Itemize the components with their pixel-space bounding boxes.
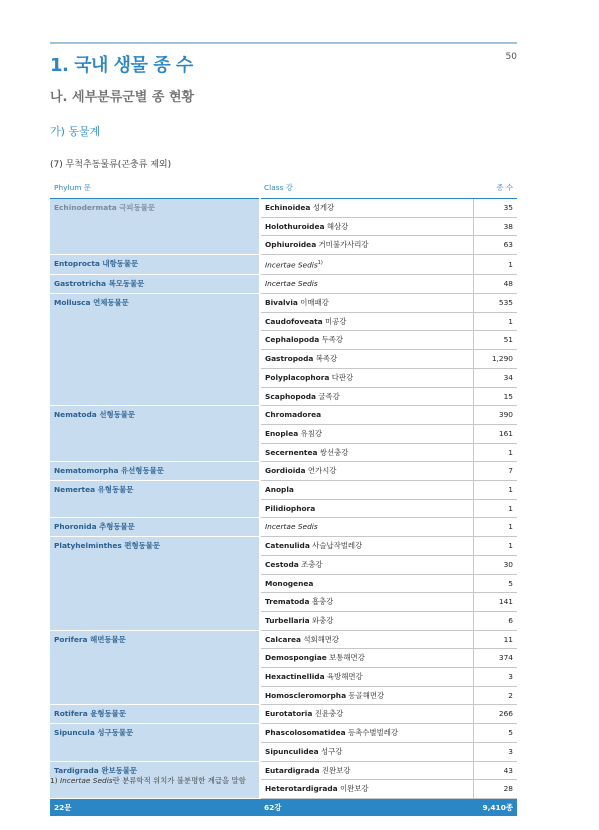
count-cell: 266: [473, 705, 517, 724]
table-body: [50, 199, 517, 816]
phylum-cell: Gastrotricha 복모동물문: [50, 275, 260, 294]
class-korean-name: 동골해면강: [346, 690, 385, 700]
class-latin-name: Trematoda: [265, 597, 310, 607]
class-korean-name: 진완보강: [319, 765, 351, 775]
class-cell: [260, 293, 473, 312]
footnote: [50, 775, 246, 786]
class-latin-name: Calcarea: [265, 634, 301, 644]
phylum-cell: Phoronida 추형동물문: [50, 518, 260, 537]
table-row: [50, 199, 517, 218]
table-row: [50, 293, 517, 312]
page-number: 50: [505, 52, 517, 62]
class-latin-name: Incertae Sedis: [265, 279, 318, 289]
class-korean-name: 굴족강: [315, 391, 340, 401]
count-cell: 7: [473, 462, 517, 481]
table-caption: (7) 무척추동물류(곤충류 제외): [50, 160, 172, 170]
total-row: [50, 798, 517, 816]
count-cell: 1: [473, 312, 517, 331]
class-cell: [260, 499, 473, 518]
table-row: [50, 255, 517, 275]
class-latin-name: Scaphopoda: [265, 391, 316, 401]
class-cell: [260, 443, 473, 462]
class-cell: [260, 275, 473, 294]
class-cell: [260, 368, 473, 387]
header-class: Class 강: [260, 178, 473, 199]
class-cell: [260, 199, 473, 218]
class-cell: [260, 424, 473, 443]
table-row: [50, 518, 517, 537]
species-table: [50, 178, 517, 816]
class-korean-name: 진윤충강: [312, 709, 344, 719]
table-row: [50, 724, 517, 743]
class-cell: [260, 630, 473, 649]
count-cell: 161: [473, 424, 517, 443]
class-korean-name: 성게강: [310, 203, 335, 212]
footnote-marker: 1): [317, 260, 323, 267]
count-cell: 11: [473, 630, 517, 649]
class-korean-name: 육방해면강: [324, 672, 363, 682]
class-korean-name: 석회해면강: [300, 634, 340, 644]
table-row: [50, 630, 517, 649]
class-latin-name: Eutardigrada: [265, 765, 320, 775]
table-row: [50, 481, 517, 500]
class-cell: [260, 761, 473, 780]
count-cell: 3: [473, 742, 517, 761]
class-latin-name: Anopla: [265, 485, 294, 495]
class-cell: [260, 462, 473, 481]
class-korean-name: 보통해면강: [326, 653, 365, 663]
count-cell: 390: [473, 406, 517, 425]
class-korean-name: 이매패강: [297, 297, 329, 307]
class-korean-name: 성구강: [318, 746, 343, 756]
count-cell: 38: [473, 217, 517, 236]
header-count: 종 수: [473, 178, 517, 199]
class-cell: [260, 406, 473, 425]
count-cell: 374: [473, 649, 517, 668]
count-cell: 1: [473, 481, 517, 500]
class-latin-name: Caudofoveata: [265, 316, 323, 326]
class-latin-name: Holothuroidea: [265, 221, 325, 231]
class-cell: [260, 593, 473, 612]
class-latin-name: Heterotardigrada: [265, 784, 338, 794]
class-latin-name: Catenulida: [265, 541, 310, 551]
count-cell: 35: [473, 199, 517, 218]
count-cell: 3: [473, 668, 517, 687]
footnote-text: 란 분류학적 위치가 불분명한 계급을 말함: [112, 776, 246, 785]
footnote-number: 1): [50, 776, 58, 785]
class-cell: [260, 649, 473, 668]
count-cell: 5: [473, 574, 517, 593]
class-korean-name: 복족강: [313, 354, 338, 364]
class-cell: [260, 686, 473, 705]
count-cell: 535: [473, 293, 517, 312]
phylum-cell: Echinodermata 극피동물문: [50, 199, 260, 255]
phylum-cell: Nematoda 선형동물문: [50, 406, 260, 462]
class-latin-name: Cephalopoda: [265, 335, 320, 345]
phylum-cell: Nemertea 유형동물문: [50, 481, 260, 518]
count-cell: 63: [473, 236, 517, 255]
class-cell: [260, 705, 473, 724]
class-latin-name: Cestoda: [265, 559, 299, 569]
class-latin-name: Gordioida: [265, 466, 306, 476]
count-cell: 5: [473, 724, 517, 743]
class-korean-name: 흡충강: [309, 597, 334, 607]
class-latin-name: Demospongiae: [265, 653, 327, 663]
class-korean-name: 조충강: [298, 559, 323, 569]
count-cell: 1: [473, 255, 517, 275]
count-cell: 1: [473, 443, 517, 462]
class-cell: [260, 724, 473, 743]
phylum-cell: Entoprocta 내항동물문: [50, 255, 260, 275]
phylum-cell: Platyhelminthes 편형동물문: [50, 537, 260, 631]
class-latin-name: Incertae Sedis: [265, 522, 318, 532]
class-korean-name: 쌍선충강: [317, 447, 349, 457]
class-korean-name: 연가시강: [305, 466, 337, 476]
class-korean-name: 사슬납작벌레강: [309, 541, 363, 551]
class-cell: [260, 331, 473, 350]
heading-2: 나. 세부분류군별 종 현황: [50, 90, 195, 105]
class-korean-name: 거미불가사리강: [316, 240, 369, 250]
class-cell: [260, 555, 473, 574]
class-cell: [260, 481, 473, 500]
class-korean-name: 등촉수별벌레강: [345, 728, 398, 738]
class-latin-name: Echinoidea: [265, 203, 311, 212]
class-latin-name: Monogenea: [265, 578, 314, 588]
class-cell: [260, 217, 473, 236]
class-latin-name: Gastropoda: [265, 354, 314, 364]
total-phylum: 22문: [50, 798, 260, 816]
class-latin-name: Secernentea: [265, 447, 318, 457]
phylum-cell: Porifera 해면동물문: [50, 630, 260, 705]
heading-3: 가) 동물계: [50, 125, 101, 138]
phylum-cell: Rotifera 윤형동물문: [50, 705, 260, 724]
class-korean-name: 다판강: [329, 372, 354, 382]
class-korean-name: 유침강: [298, 428, 322, 438]
class-latin-name: Homoscleromorpha: [265, 690, 347, 700]
class-korean-name: 이완보강: [337, 784, 369, 794]
class-cell: [260, 668, 473, 687]
heading-1: 1. 국내 생물 종 수: [50, 55, 193, 76]
phylum-cell: Sipuncula 성구동물문: [50, 724, 260, 761]
class-latin-name: Sipunculidea: [265, 746, 319, 756]
class-cell: [260, 350, 473, 369]
class-korean-name: 해삼강: [324, 221, 349, 231]
total-count: 9,410종: [473, 798, 517, 816]
class-latin-name: Phascolosomatidea: [265, 728, 346, 738]
class-latin-name: Pilidiophora: [265, 503, 316, 513]
class-latin-name: Eurotatoria: [265, 709, 313, 719]
count-cell: 1: [473, 518, 517, 537]
count-cell: 34: [473, 368, 517, 387]
class-latin-name: Bivalvia: [265, 297, 298, 307]
count-cell: 48: [473, 275, 517, 294]
count-cell: 15: [473, 387, 517, 406]
class-latin-name: Enoplea: [265, 428, 299, 438]
table-row: [50, 462, 517, 481]
top-rule: [50, 42, 517, 44]
phylum-cell: Mollusca 연체동물문: [50, 293, 260, 405]
count-cell: 51: [473, 331, 517, 350]
class-korean-name: 두족강: [319, 335, 344, 345]
class-latin-name: Hexactinellida: [265, 672, 325, 682]
class-korean-name: 미공강: [322, 316, 347, 326]
count-cell: 43: [473, 761, 517, 780]
count-cell: 6: [473, 611, 517, 630]
phylum-cell: Tardigrada 완보동물문: [50, 761, 260, 798]
count-cell: 141: [473, 593, 517, 612]
class-cell: [260, 387, 473, 406]
count-cell: 1: [473, 499, 517, 518]
class-latin-name: Turbellaria: [265, 615, 310, 625]
count-cell: 1: [473, 537, 517, 556]
table-header-row: [50, 178, 517, 199]
total-class: 62강: [260, 798, 473, 816]
class-latin-name: Ophiuroidea: [265, 240, 317, 250]
phylum-cell: Nematomorpha 유선형동물문: [50, 462, 260, 481]
count-cell: 1,290: [473, 350, 517, 369]
class-cell: [260, 611, 473, 630]
count-cell: 30: [473, 555, 517, 574]
class-cell: [260, 255, 473, 275]
table-row: [50, 537, 517, 556]
class-latin-name: Chromadorea: [265, 410, 322, 420]
table-row: [50, 406, 517, 425]
header-phylum: Phylum 문: [50, 178, 260, 199]
class-korean-name: 와충강: [309, 615, 334, 625]
table-row: [50, 275, 517, 294]
count-cell: 28: [473, 780, 517, 799]
class-latin-name: Polyplacophora: [265, 372, 330, 382]
class-cell: [260, 518, 473, 537]
class-cell: [260, 780, 473, 799]
table-row: [50, 705, 517, 724]
class-cell: [260, 236, 473, 255]
class-cell: [260, 742, 473, 761]
class-cell: [260, 574, 473, 593]
class-cell: [260, 312, 473, 331]
class-cell: [260, 537, 473, 556]
count-cell: 2: [473, 686, 517, 705]
footnote-italic: Incertae Sedis: [59, 776, 113, 785]
class-latin-name: Incertae Sedis: [265, 260, 318, 270]
